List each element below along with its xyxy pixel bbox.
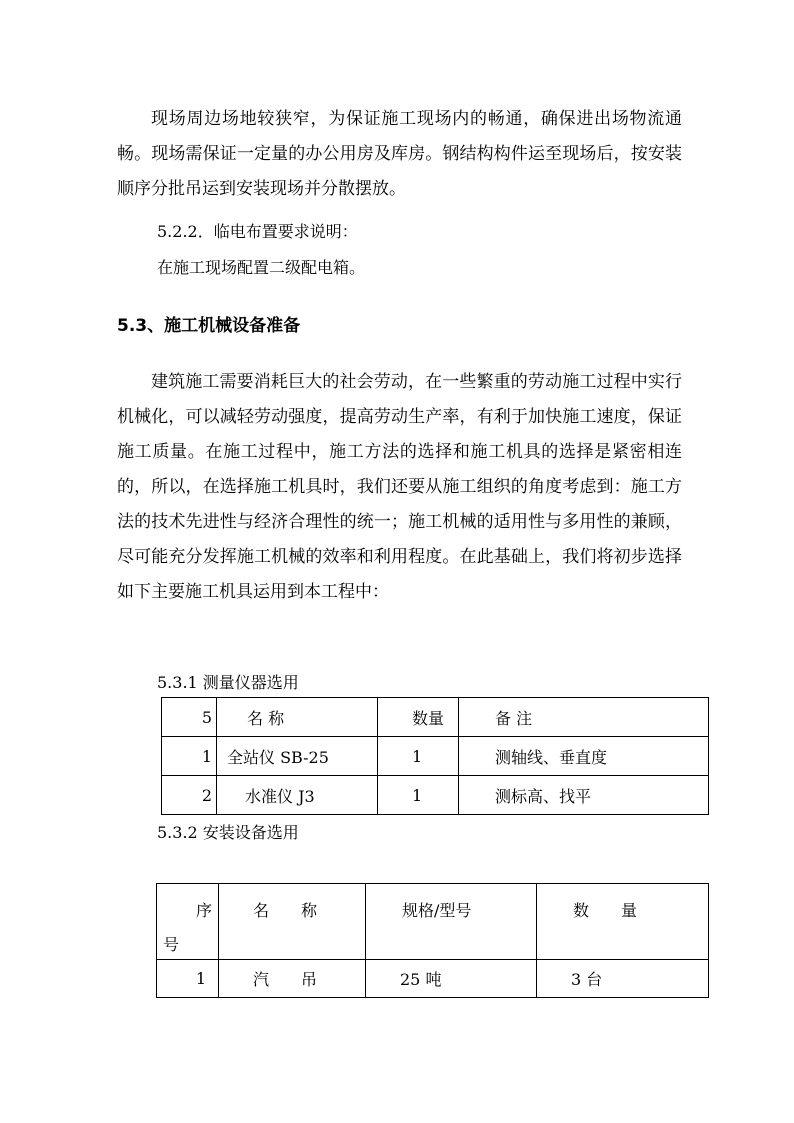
header-qty: 数量	[378, 698, 459, 737]
row-no: 2	[162, 776, 217, 815]
table-row	[162, 776, 709, 815]
section-532-title: 5.3.2 安装设备选用	[157, 823, 299, 842]
row-name: 汽 吊	[219, 960, 366, 998]
header-no: 5	[162, 698, 217, 737]
header-name: 名 称	[219, 884, 366, 960]
row-name: 全站仪 SB-25	[217, 737, 378, 776]
table-header-row	[162, 698, 709, 737]
header-qty: 数 量	[537, 884, 709, 960]
row-qty: 1	[378, 776, 459, 815]
row-qty: 1	[378, 737, 459, 776]
header-spec: 规格/型号	[366, 884, 537, 960]
section-522-title: 5.2.2．临电布置要求说明：	[157, 222, 358, 241]
intro-paragraph: 现场周边场地较狭窄，为保证施工现场内的畅通，确保进出场物流通畅。现场需保证一定量的办公用房及库房。钢结构构件运至现场后，按安装顺序分批吊运到安装现场并分散摆放。	[117, 109, 682, 199]
row-name: 水准仪 J3	[217, 776, 378, 815]
row-note: 测标高、找平	[459, 776, 709, 815]
row-note: 测轴线、垂直度	[459, 737, 709, 776]
section-531-title: 5.3.1 测量仪器选用	[157, 673, 299, 692]
header-no-line1: 序	[195, 901, 212, 920]
table-row	[157, 960, 709, 998]
measuring-instruments-table	[161, 697, 709, 815]
row-qty: 3 台	[537, 960, 709, 998]
table-row	[162, 737, 709, 776]
table-header-row	[157, 884, 709, 960]
section-53-paragraph: 建筑施工需要消耗巨大的社会劳动，在一些繁重的劳动施工过程中实行机械化，可以减轻劳动强度，提高劳动生产率，有利于加快施工速度，保证施工质量。在施工过程中，施工方法的选择和施工机具的选择是紧密相连的，所以，在选择施工机具时，我们还要从施工组织的角度考虑到：施工方法的技术先进性与经济合理性的统一；施工机械的适用性与多用性的兼顾，尽可能充分发挥施工机械的效率和利用程度。在此基础上，我们将初步选择如下主要施工机具运用到本工程中：	[117, 372, 682, 602]
header-note: 备 注	[459, 698, 709, 737]
section-53-heading: 5.3、施工机械设备准备	[117, 316, 301, 336]
header-name: 名 称	[217, 698, 378, 737]
row-no: 1	[162, 737, 217, 776]
header-no-line2: 号	[163, 935, 180, 954]
installation-equipment-table	[156, 883, 709, 998]
section-522-text: 在施工现场配置二级配电箱。	[157, 258, 366, 277]
header-no-cell	[157, 884, 219, 960]
row-spec: 25 吨	[366, 960, 537, 998]
row-no: 1	[157, 960, 219, 998]
